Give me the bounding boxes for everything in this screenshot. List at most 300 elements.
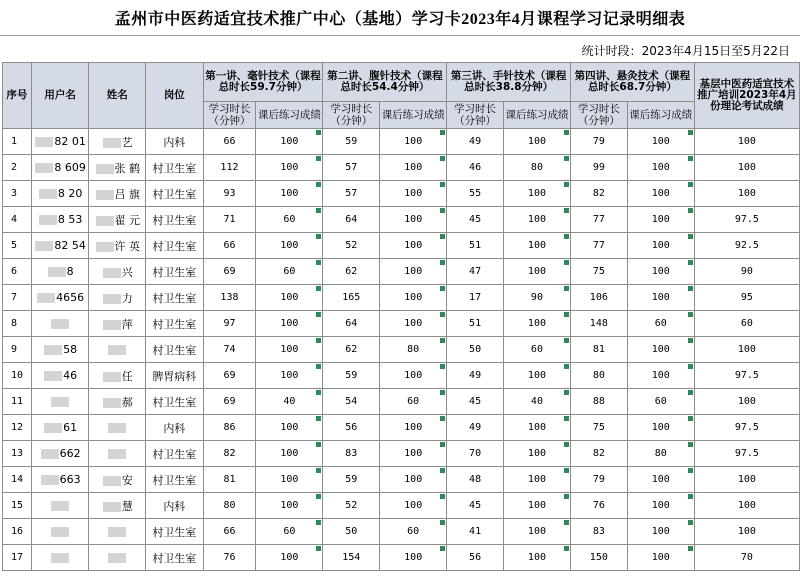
header-username: 用户名 — [31, 63, 89, 129]
cell-indicator-icon — [316, 494, 321, 499]
cell-s2: 100 — [380, 441, 447, 467]
cell-name — [89, 467, 146, 493]
cell-seq: 1 — [3, 129, 32, 155]
cell-indicator-icon — [440, 338, 445, 343]
cell-indicator-icon — [564, 260, 569, 265]
cell-d2: 83 — [323, 441, 380, 467]
redaction-mask — [35, 163, 53, 173]
cell-seq: 8 — [3, 311, 32, 337]
cell-indicator-icon — [688, 156, 693, 161]
cell-d3: 55 — [447, 181, 504, 207]
cell-d3: 45 — [447, 493, 504, 519]
cell-user — [31, 181, 89, 207]
cell-exam: 100 — [694, 181, 799, 207]
cell-d3: 47 — [447, 259, 504, 285]
header-duration: 学习时长（分钟） — [323, 102, 380, 129]
header-duration: 学习时长（分钟） — [203, 102, 256, 129]
cell-s2: 100 — [380, 155, 447, 181]
cell-s1: 100 — [256, 545, 323, 571]
cell-s3: 40 — [503, 389, 570, 415]
cell-s4: 100 — [627, 155, 694, 181]
cell-d4: 106 — [571, 285, 628, 311]
table-row — [3, 129, 800, 155]
cell-indicator-icon — [316, 208, 321, 213]
cell-indicator-icon — [564, 234, 569, 239]
cell-d4: 75 — [571, 259, 628, 285]
cell-exam: 100 — [694, 129, 799, 155]
cell-indicator-icon — [688, 494, 693, 499]
cell-name — [89, 519, 146, 545]
cell-d1: 66 — [203, 233, 256, 259]
cell-indicator-icon — [688, 286, 693, 291]
redaction-mask — [96, 190, 114, 200]
cell-s1: 100 — [256, 467, 323, 493]
cell-text: 8 20 — [57, 187, 83, 200]
cell-d4: 79 — [571, 129, 628, 155]
redaction-mask — [41, 449, 59, 459]
cell-indicator-icon — [564, 182, 569, 187]
header-lecture-2: 第二讲、腹针技术（课程总时长54.4分钟） — [323, 63, 447, 102]
cell-indicator-icon — [688, 312, 693, 317]
cell-text: 安 — [121, 473, 133, 487]
cell-s4: 100 — [627, 259, 694, 285]
cell-exam: 92.5 — [694, 233, 799, 259]
table-row — [3, 441, 800, 467]
cell-text: 8 609 — [54, 161, 86, 174]
cell-d4: 77 — [571, 207, 628, 233]
redaction-mask — [51, 397, 69, 407]
cell-s4: 100 — [627, 467, 694, 493]
cell-text: 4656 — [56, 291, 85, 304]
redaction-mask — [103, 502, 121, 512]
cell-s2: 100 — [380, 259, 447, 285]
cell-post: 村卫生室 — [146, 311, 204, 337]
cell-s4: 80 — [627, 441, 694, 467]
cell-exam: 100 — [694, 493, 799, 519]
cell-exam: 97.5 — [694, 363, 799, 389]
header-lecture-3: 第三讲、手针技术（课程总时长38.8分钟） — [447, 63, 571, 102]
redaction-mask — [44, 423, 62, 433]
cell-user — [31, 337, 89, 363]
cell-d2: 52 — [323, 493, 380, 519]
cell-indicator-icon — [440, 364, 445, 369]
cell-s4: 100 — [627, 129, 694, 155]
redaction-mask — [103, 476, 121, 486]
cell-seq: 14 — [3, 467, 32, 493]
table-row — [3, 155, 800, 181]
cell-indicator-icon — [564, 468, 569, 473]
cell-post: 村卫生室 — [146, 233, 204, 259]
cell-seq: 13 — [3, 441, 32, 467]
cell-indicator-icon — [316, 182, 321, 187]
cell-d3: 51 — [447, 311, 504, 337]
redaction-mask — [103, 372, 121, 382]
cell-indicator-icon — [316, 416, 321, 421]
redaction-mask — [108, 553, 126, 563]
cell-d1: 69 — [203, 363, 256, 389]
redaction-mask — [41, 475, 59, 485]
cell-d1: 86 — [203, 415, 256, 441]
cell-d2: 64 — [323, 311, 380, 337]
cell-s2: 60 — [380, 389, 447, 415]
cell-s3: 90 — [503, 285, 570, 311]
table-row — [3, 207, 800, 233]
cell-s2: 100 — [380, 181, 447, 207]
cell-indicator-icon — [440, 260, 445, 265]
cell-s3: 100 — [503, 129, 570, 155]
cell-s3: 100 — [503, 233, 570, 259]
cell-name — [89, 233, 146, 259]
cell-seq: 4 — [3, 207, 32, 233]
cell-text: 力 — [121, 291, 133, 305]
cell-user — [31, 311, 89, 337]
cell-d3: 49 — [447, 363, 504, 389]
cell-text: 许 英 — [114, 239, 141, 253]
cell-d2: 52 — [323, 233, 380, 259]
cell-user — [31, 389, 89, 415]
header-post: 岗位 — [146, 63, 204, 129]
cell-s3: 100 — [503, 545, 570, 571]
cell-d4: 79 — [571, 467, 628, 493]
table-row — [3, 415, 800, 441]
cell-indicator-icon — [688, 468, 693, 473]
cell-d1: 112 — [203, 155, 256, 181]
cell-seq: 17 — [3, 545, 32, 571]
cell-indicator-icon — [316, 520, 321, 525]
redaction-mask — [103, 398, 121, 408]
cell-d4: 77 — [571, 233, 628, 259]
header-exam-score: 基层中医药适宜技术推广培训2023年4月份理论考试成绩 — [694, 63, 799, 129]
cell-indicator-icon — [440, 234, 445, 239]
cell-s3: 100 — [503, 493, 570, 519]
cell-s4: 100 — [627, 207, 694, 233]
cell-user — [31, 545, 89, 571]
cell-indicator-icon — [688, 338, 693, 343]
cell-d1: 81 — [203, 467, 256, 493]
cell-d2: 154 — [323, 545, 380, 571]
cell-indicator-icon — [316, 390, 321, 395]
cell-d3: 48 — [447, 467, 504, 493]
cell-s1: 100 — [256, 415, 323, 441]
cell-d2: 56 — [323, 415, 380, 441]
cell-d1: 74 — [203, 337, 256, 363]
cell-s2: 100 — [380, 363, 447, 389]
cell-d1: 80 — [203, 493, 256, 519]
cell-d2: 64 — [323, 207, 380, 233]
redaction-mask — [37, 293, 55, 303]
cell-d2: 62 — [323, 337, 380, 363]
cell-user — [31, 259, 89, 285]
cell-exam: 70 — [694, 545, 799, 571]
cell-d3: 49 — [447, 415, 504, 441]
cell-exam: 97.5 — [694, 415, 799, 441]
cell-s4: 60 — [627, 389, 694, 415]
cell-s2: 100 — [380, 233, 447, 259]
cell-exam: 100 — [694, 337, 799, 363]
redaction-mask — [51, 527, 69, 537]
cell-name — [89, 207, 146, 233]
cell-indicator-icon — [316, 234, 321, 239]
cell-d4: 80 — [571, 363, 628, 389]
header-duration: 学习时长（分钟） — [447, 102, 504, 129]
cell-s3: 100 — [503, 311, 570, 337]
cell-seq: 15 — [3, 493, 32, 519]
cell-indicator-icon — [564, 494, 569, 499]
redaction-mask — [44, 371, 62, 381]
cell-indicator-icon — [316, 468, 321, 473]
cell-post: 脾胃病科 — [146, 363, 204, 389]
cell-text: 郝 — [121, 395, 133, 409]
cell-user — [31, 233, 89, 259]
cell-indicator-icon — [316, 364, 321, 369]
cell-indicator-icon — [316, 442, 321, 447]
cell-d3: 41 — [447, 519, 504, 545]
cell-indicator-icon — [440, 494, 445, 499]
course-record-table — [2, 62, 800, 571]
cell-exam: 95 — [694, 285, 799, 311]
cell-text: 8 53 — [57, 213, 83, 226]
redaction-mask — [108, 345, 126, 355]
cell-s2: 100 — [380, 415, 447, 441]
cell-exam: 97.5 — [694, 207, 799, 233]
cell-text: 萍 — [121, 317, 133, 331]
cell-d2: 57 — [323, 155, 380, 181]
cell-indicator-icon — [564, 130, 569, 135]
cell-s4: 100 — [627, 415, 694, 441]
cell-name — [89, 259, 146, 285]
cell-indicator-icon — [316, 312, 321, 317]
redaction-mask — [35, 137, 53, 147]
cell-text: 翟 元 — [114, 213, 141, 227]
redaction-mask — [51, 319, 69, 329]
cell-d2: 57 — [323, 181, 380, 207]
cell-s3: 100 — [503, 415, 570, 441]
cell-post: 村卫生室 — [146, 155, 204, 181]
cell-exam: 100 — [694, 389, 799, 415]
cell-text: 张 鹤 — [114, 161, 141, 175]
cell-d4: 75 — [571, 415, 628, 441]
cell-s3: 80 — [503, 155, 570, 181]
cell-s3: 100 — [503, 467, 570, 493]
cell-s1: 100 — [256, 441, 323, 467]
cell-indicator-icon — [564, 390, 569, 395]
cell-indicator-icon — [564, 364, 569, 369]
cell-d4: 81 — [571, 337, 628, 363]
cell-indicator-icon — [564, 156, 569, 161]
cell-text: 61 — [63, 421, 78, 434]
cell-indicator-icon — [688, 546, 693, 551]
cell-d4: 82 — [571, 441, 628, 467]
redaction-mask — [39, 215, 57, 225]
cell-post: 村卫生室 — [146, 441, 204, 467]
cell-d3: 45 — [447, 207, 504, 233]
header-seq: 序号 — [3, 63, 32, 129]
cell-s4: 100 — [627, 233, 694, 259]
cell-seq: 6 — [3, 259, 32, 285]
cell-s1: 100 — [256, 363, 323, 389]
cell-d4: 150 — [571, 545, 628, 571]
cell-d4: 148 — [571, 311, 628, 337]
cell-d4: 88 — [571, 389, 628, 415]
cell-s1: 40 — [256, 389, 323, 415]
cell-d2: 165 — [323, 285, 380, 311]
cell-d3: 17 — [447, 285, 504, 311]
cell-name — [89, 311, 146, 337]
cell-text: 任 — [121, 369, 133, 383]
cell-s3: 100 — [503, 441, 570, 467]
cell-s4: 100 — [627, 285, 694, 311]
cell-user — [31, 493, 89, 519]
cell-d3: 45 — [447, 389, 504, 415]
cell-user — [31, 415, 89, 441]
cell-post: 村卫生室 — [146, 467, 204, 493]
cell-d3: 49 — [447, 129, 504, 155]
cell-text: 82 01 — [54, 135, 86, 148]
cell-name — [89, 129, 146, 155]
page-title: 孟州市中医药适宜技术推广中心（基地）学习卡2023年4月课程学习记录明细表 — [114, 11, 686, 28]
cell-indicator-icon — [440, 208, 445, 213]
cell-seq: 2 — [3, 155, 32, 181]
cell-indicator-icon — [316, 156, 321, 161]
cell-indicator-icon — [564, 416, 569, 421]
cell-indicator-icon — [440, 286, 445, 291]
header-score: 课后练习成绩 — [627, 102, 694, 129]
header-score: 课后练习成绩 — [380, 102, 447, 129]
table-row — [3, 259, 800, 285]
cell-d1: 82 — [203, 441, 256, 467]
cell-d4: 76 — [571, 493, 628, 519]
redaction-mask — [103, 320, 121, 330]
cell-post: 内科 — [146, 415, 204, 441]
cell-d4: 99 — [571, 155, 628, 181]
cell-s3: 100 — [503, 181, 570, 207]
cell-s4: 100 — [627, 363, 694, 389]
cell-indicator-icon — [316, 338, 321, 343]
cell-indicator-icon — [440, 416, 445, 421]
cell-exam: 97.5 — [694, 441, 799, 467]
cell-d3: 51 — [447, 233, 504, 259]
cell-post: 村卫生室 — [146, 389, 204, 415]
cell-indicator-icon — [688, 234, 693, 239]
cell-name — [89, 155, 146, 181]
cell-text: 58 — [63, 343, 78, 356]
cell-d2: 62 — [323, 259, 380, 285]
table-row — [3, 519, 800, 545]
cell-indicator-icon — [440, 442, 445, 447]
cell-s4: 100 — [627, 181, 694, 207]
cell-indicator-icon — [564, 338, 569, 343]
cell-indicator-icon — [688, 520, 693, 525]
cell-s2: 100 — [380, 467, 447, 493]
header-lecture-1: 第一讲、毫针技术（课程总时长59.7分钟） — [203, 63, 323, 102]
cell-d1: 66 — [203, 129, 256, 155]
cell-indicator-icon — [316, 286, 321, 291]
cell-s4: 100 — [627, 337, 694, 363]
header-score: 课后练习成绩 — [256, 102, 323, 129]
cell-text: 兴 — [121, 265, 133, 279]
cell-indicator-icon — [440, 520, 445, 525]
cell-name — [89, 285, 146, 311]
cell-d1: 76 — [203, 545, 256, 571]
cell-s2: 60 — [380, 519, 447, 545]
redaction-mask — [51, 501, 69, 511]
cell-indicator-icon — [440, 546, 445, 551]
cell-name — [89, 415, 146, 441]
cell-d2: 59 — [323, 129, 380, 155]
cell-indicator-icon — [440, 156, 445, 161]
header-score: 课后练习成绩 — [503, 102, 570, 129]
cell-text: 吕 旗 — [114, 187, 141, 201]
cell-user — [31, 207, 89, 233]
header-name: 姓名 — [89, 63, 146, 129]
cell-exam: 100 — [694, 155, 799, 181]
table-row — [3, 233, 800, 259]
cell-indicator-icon — [440, 312, 445, 317]
cell-s4: 100 — [627, 545, 694, 571]
cell-s2: 100 — [380, 207, 447, 233]
cell-user — [31, 129, 89, 155]
cell-s1: 100 — [256, 285, 323, 311]
cell-user — [31, 519, 89, 545]
cell-d2: 50 — [323, 519, 380, 545]
redaction-mask — [48, 267, 66, 277]
header-lecture-4: 第四讲、悬灸技术（课程总时长68.7分钟） — [571, 63, 695, 102]
table-row — [3, 285, 800, 311]
cell-indicator-icon — [688, 260, 693, 265]
cell-text: 46 — [63, 369, 78, 382]
cell-s2: 100 — [380, 285, 447, 311]
table-row — [3, 363, 800, 389]
redaction-mask — [39, 189, 57, 199]
cell-s1: 100 — [256, 311, 323, 337]
cell-name — [89, 363, 146, 389]
redaction-mask — [35, 241, 53, 251]
cell-indicator-icon — [564, 442, 569, 447]
cell-s2: 80 — [380, 337, 447, 363]
cell-s1: 60 — [256, 259, 323, 285]
table-row — [3, 545, 800, 571]
cell-post: 村卫生室 — [146, 545, 204, 571]
table-row — [3, 389, 800, 415]
cell-indicator-icon — [440, 468, 445, 473]
cell-d2: 59 — [323, 363, 380, 389]
cell-indicator-icon — [688, 130, 693, 135]
cell-exam: 100 — [694, 519, 799, 545]
cell-text: 8 — [66, 265, 74, 278]
cell-indicator-icon — [564, 312, 569, 317]
cell-d1: 69 — [203, 389, 256, 415]
table-row — [3, 337, 800, 363]
header-duration: 学习时长（分钟） — [571, 102, 628, 129]
cell-d2: 54 — [323, 389, 380, 415]
cell-post: 内科 — [146, 493, 204, 519]
cell-user — [31, 285, 89, 311]
cell-d3: 50 — [447, 337, 504, 363]
redaction-mask — [103, 268, 121, 278]
cell-s1: 100 — [256, 337, 323, 363]
cell-indicator-icon — [440, 182, 445, 187]
cell-indicator-icon — [316, 130, 321, 135]
redaction-mask — [96, 216, 114, 226]
cell-s3: 100 — [503, 363, 570, 389]
cell-s1: 100 — [256, 155, 323, 181]
cell-indicator-icon — [564, 286, 569, 291]
cell-d1: 71 — [203, 207, 256, 233]
cell-name — [89, 181, 146, 207]
cell-post: 内科 — [146, 129, 204, 155]
cell-user — [31, 467, 89, 493]
cell-indicator-icon — [316, 546, 321, 551]
